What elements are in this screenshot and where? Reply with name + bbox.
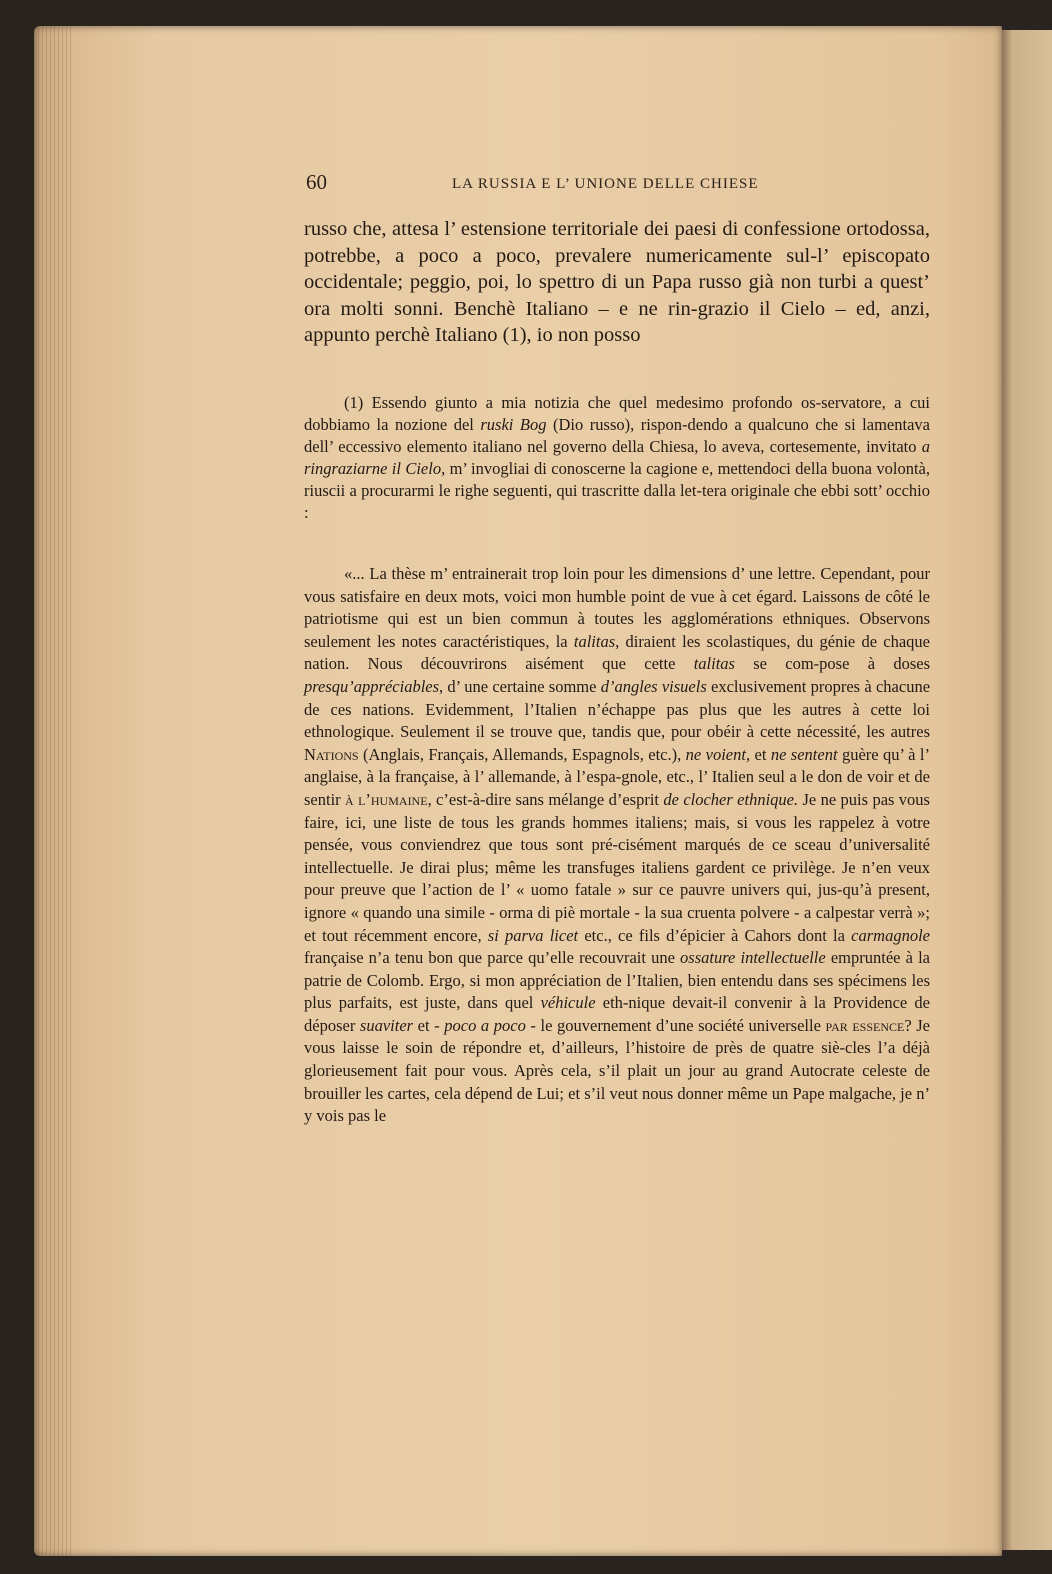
main-paragraph-text: russo che, attesa l’ estensione territoriale dei paesi di confessione ortodossa, potrebbe, a poco a poco, prevalere numericamente sul-l’ episcopato occidentale; peggio, poi, lo spettro di un Papa russo già non turbi a quest’ ora molti sonni. Benchè Italiano – e ne rin-grazio il Cielo – ed, anzi, appunto perchè Italiano (1), io non posso <box>304 218 930 346</box>
adjacent-page-edge <box>1002 30 1052 1550</box>
quote-smallcaps-1: Nations <box>304 744 359 764</box>
quote-italic-2: talitas <box>693 654 735 674</box>
quote-text-3: se com-pose à doses <box>734 654 930 674</box>
quote-italic-6: ne sentent <box>770 744 838 764</box>
quote-italic-13: poco a poco <box>444 1015 526 1035</box>
quote-italic-9: carmagnole <box>851 925 930 945</box>
quote-text-13: empruntée à la patrie de Colomb. Ergo, si mon appréciation de l’Italien, bien entendu dans ses spécimens les plus parfaits, est juste, dans quel <box>304 948 930 1013</box>
page-edges <box>34 26 74 1556</box>
page-number: 60 <box>306 170 327 194</box>
quote-italic-7: de clocher ethnique. <box>663 789 799 809</box>
footnote-italic-2: a ringraziarne il Cielo <box>304 437 930 478</box>
footnote-italic-1: ruski Bog <box>480 415 547 434</box>
quote-text-14: eth-nique devait-il convenir à la Providence de déposer <box>304 993 930 1035</box>
quote-italic-1: talitas <box>573 631 616 651</box>
quote-italic-8: si parva licet <box>487 925 579 945</box>
quote-text-16: - le gouvernement d’une société universelle <box>525 1015 826 1035</box>
footnote-text-1: (1) Essendo giunto a mia notizia che quel medesimo profondo os-servatore, a cui dobbiamo la nozione del <box>304 393 930 434</box>
footnote-text-2: (Dio russo), rispon-dendo a qualcuno che si lamentava dell’ eccessivo elemento italiano nel governo della Chiesa, lo aveva, cortesemente, invitato <box>304 415 930 456</box>
quote-italic-10: ossature intellectuelle <box>680 948 826 968</box>
quote-text-15: et - <box>413 1015 445 1035</box>
quote-text-8: guère qu’ à l’ anglaise, à la française, à l’ allemande, à l’espa-gnole, etc., l’ Italien seul a le don de voir et de sentir <box>304 744 930 809</box>
quote-text-17: ? Je vous laisse le soin de répondre et, d’ailleurs, l’histoire de près de quatre siè-cles l’a déjà glorieusement fait pour vous. Après cela, s’il plait un jour au grand Autocrate celeste de brouiller les cartes, cela dépend de Lui; et s’il veut nous donner même un Pape malgache, je n’ y vois pas le <box>304 1015 930 1126</box>
page-header <box>306 170 926 200</box>
running-head: LA RUSSIA E L’ UNIONE DELLE CHIESE <box>452 176 759 192</box>
quote-text-7: et <box>750 744 771 764</box>
quote-text-4: , d’ une certaine somme <box>439 676 601 696</box>
quote-italic-12: suaviter <box>359 1015 414 1035</box>
quote-text-2: , diraient les scolastiques, du génie de chaque nation. Nous découvrirons aisément que cette <box>304 631 930 674</box>
footnote-text-3: , m’ invogliai di conoscerne la cagione e, mettendoci della buona volontà, riuscii a procurarmi le righe seguenti, qui trascritte dalla let-tera originale che ebbi sott’ occhio : <box>304 459 930 522</box>
quote-text-10: Je ne puis pas vous faire, ici, une liste de tous les grands hommes italiens; mais, si vous les rappelez à votre pensée, vous conviendrez que tous sont pré-cisément marqués de ce sceau d’universalité intellectuelle. Je dirai plus; même les transfuges italiens gardent ce privilège. Je n’en veux pour preuve que l’action de l’ « uomo fatale » sur ce pauvre univers qui, jus-qu’à present, ignore « quando una simile - orma di piè mortale - la sua cruenta polvere - a calpestar verrà »; et tout récemment encore, <box>304 789 930 945</box>
quote-text-6: (Anglais, Français, Allemands, Espagnols, etc.), <box>358 744 686 764</box>
quote-text-11: etc., ce fils d’épicier à Cahors dont la <box>578 925 852 945</box>
quote-smallcaps-3: par essence <box>825 1015 905 1035</box>
quote-smallcaps-2: à l’humaine <box>345 789 428 809</box>
quoted-letter <box>304 563 930 1128</box>
quote-text-9: , c’est-à-dire sans mélange d’esprit <box>427 789 664 809</box>
footnote <box>304 392 930 524</box>
quote-text-12: française n’a tenu bon que parce qu’elle recouvrait une <box>304 948 681 968</box>
main-paragraph <box>304 216 930 349</box>
quote-text-1: «... La thèse m’ entrainerait trop loin pour les dimensions d’ une lettre. Cependant, pour vous satisfaire en deux mots, voici mon humble point de vue à cet égard. Laissons de côté le patriotisme qui est un bien commun à toutes les agglomérations ethniques. Observons seulement les notes caractéristiques, la <box>304 564 930 651</box>
quote-text-5: exclusivement propres à chacune de ces nations. Evidemment, l’Italien n’échappe pas plus que les autres à cette loi ethnologique. Seulement il se trouve que, tandis que, pour obéir à cette nécessité, les autres <box>304 676 931 742</box>
quote-italic-4: d’angles visuels <box>600 676 707 696</box>
quote-italic-11: véhicule <box>540 993 596 1013</box>
quote-italic-3: presqu’appréciables <box>304 676 440 696</box>
quote-italic-5: ne voient, <box>685 744 751 764</box>
